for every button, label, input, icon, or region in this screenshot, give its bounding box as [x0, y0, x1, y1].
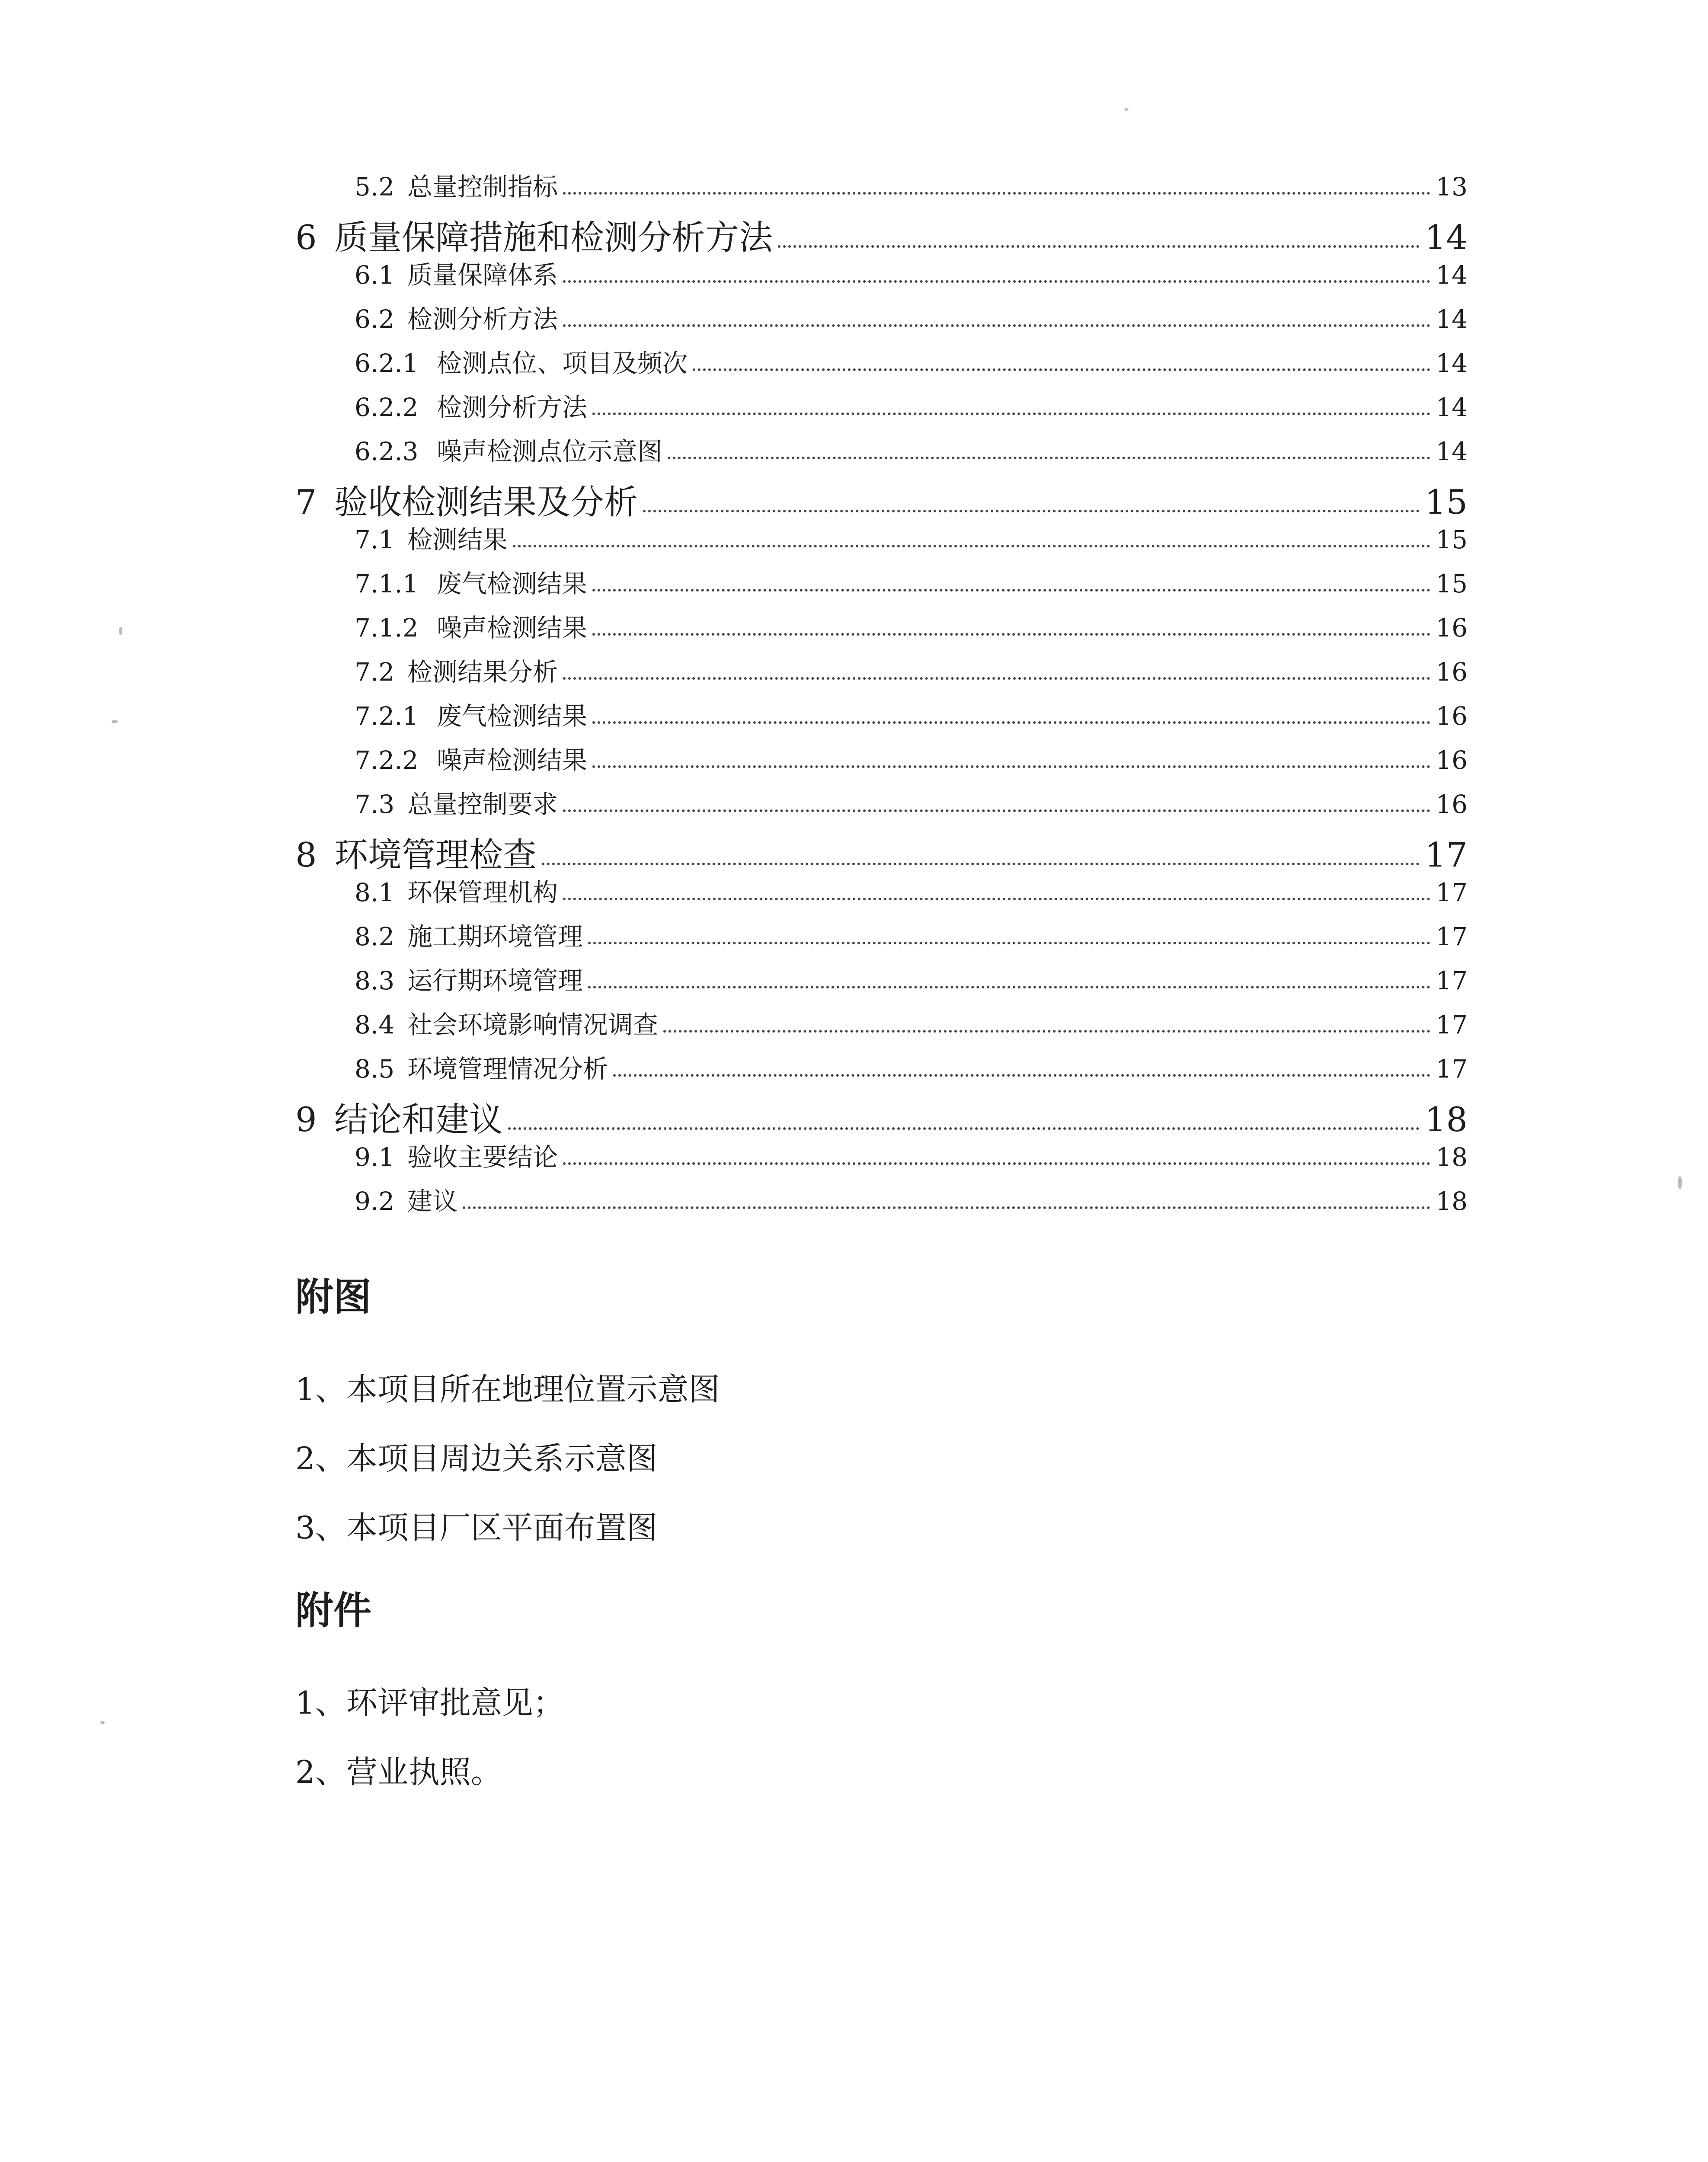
toc-entry-number: 9.2: [355, 1187, 395, 1216]
toc-entry-title: 检测点位、项目及频次: [437, 349, 688, 378]
toc-dot-leader: [542, 863, 1420, 865]
toc-entry-page: 16: [1436, 613, 1468, 643]
attachments-heading: 附件: [295, 1588, 372, 1633]
figure-item-1: 1、本项目所在地理位置示意图: [295, 1371, 720, 1407]
toc-entry: [0, 343, 1708, 379]
figure-item-2: 2、本项目周边关系示意图: [295, 1440, 658, 1477]
toc-entry-title: 废气检测结果: [437, 701, 588, 731]
toc-entry-page: 16: [1436, 790, 1468, 819]
toc-entry: [0, 1049, 1708, 1085]
toc-entry: [0, 872, 1708, 908]
scan-speck: [119, 627, 122, 635]
toc-entry-title: 运行期环境管理: [407, 966, 583, 995]
toc-entry: [0, 387, 1708, 423]
toc-dot-leader: [668, 457, 1430, 459]
toc-entry-title: 检测分析方法: [437, 393, 588, 422]
toc-entry-title: 检测结果: [407, 525, 508, 554]
toc-entry-title: 环境管理检查: [334, 836, 537, 875]
toc-entry-page: 17: [1436, 878, 1468, 907]
toc-entry-page: 16: [1436, 745, 1468, 775]
toc-entry-page: 18: [1436, 1142, 1468, 1172]
attachment-item-2: 2、营业执照。: [295, 1754, 502, 1790]
toc-entry-number: 6.2.2: [355, 393, 419, 422]
toc-dot-leader: [563, 677, 1430, 680]
toc-entry: [0, 166, 1708, 203]
toc-entry-page: 14: [1436, 393, 1468, 422]
toc-entry-page: 16: [1436, 657, 1468, 687]
toc-dot-leader: [563, 324, 1430, 327]
toc-entry-page: 14: [1436, 437, 1468, 466]
attachment-item-1: 1、环评审批意见；: [295, 1685, 564, 1721]
toc-dot-leader: [563, 192, 1430, 195]
toc-entry-title: 噪声检测结果: [437, 745, 588, 775]
toc-entry-page: 13: [1436, 172, 1468, 201]
toc-entry-number: 8.2: [355, 922, 395, 951]
toc-dot-leader: [563, 1162, 1430, 1165]
toc-entry-title: 施工期环境管理: [407, 922, 583, 951]
toc-entry-number: 8.3: [355, 966, 395, 995]
toc-entry-number: 7.1.1: [355, 569, 419, 598]
scan-speck: [112, 720, 118, 723]
scan-speck: [1678, 1176, 1682, 1189]
toc-dot-leader: [563, 280, 1430, 283]
figure-item-3: 3、本项目厂区平面布置图: [295, 1510, 658, 1546]
toc-dot-leader: [563, 898, 1430, 900]
toc-entry-title: 总量控制要求: [407, 790, 558, 819]
toc-entry-title: 检测结果分析: [407, 657, 558, 687]
toc-dot-leader: [463, 1206, 1430, 1209]
toc-entry: [0, 255, 1708, 291]
toc-entry-page: 17: [1436, 966, 1468, 995]
toc-entry: [0, 784, 1708, 820]
toc-entry: [0, 475, 1708, 524]
toc-entry-number: 7.2.1: [355, 701, 419, 731]
figures-heading: 附图: [295, 1274, 372, 1319]
toc-entry-number: 6: [295, 218, 317, 257]
scan-speck: [100, 1721, 105, 1724]
toc-entry-title: 验收主要结论: [407, 1142, 558, 1172]
toc-entry-page: 14: [1436, 260, 1468, 290]
scan-speck: [1124, 108, 1129, 111]
toc-entry-page: 18: [1424, 1100, 1468, 1139]
toc-entry-title: 社会环境影响情况调查: [407, 1010, 659, 1039]
toc-entry-number: 7.1.2: [355, 613, 419, 643]
toc-entry-page: 17: [1436, 1054, 1468, 1084]
toc-entry-number: 6.1: [355, 260, 395, 290]
toc-entry: [0, 211, 1708, 259]
toc-entry: [0, 960, 1708, 997]
toc-dot-leader: [778, 245, 1420, 248]
toc-entry: [0, 1093, 1708, 1141]
toc-dot-leader: [663, 1030, 1430, 1033]
toc-entry-title: 验收检测结果及分析: [334, 483, 638, 522]
toc-dot-leader: [508, 1127, 1420, 1130]
toc-entry: [0, 828, 1708, 876]
toc-dot-leader: [592, 589, 1430, 592]
toc-dot-leader: [588, 986, 1430, 988]
toc-entry: [0, 299, 1708, 335]
toc-entry-page: 15: [1436, 569, 1468, 598]
toc-entry-title: 废气检测结果: [437, 569, 588, 598]
toc-entry-title: 检测分析方法: [407, 304, 558, 334]
toc-entry-number: 7.1: [355, 525, 395, 554]
toc-entry: [0, 431, 1708, 467]
toc-entry-title: 环保管理机构: [407, 878, 558, 907]
toc-entry-page: 14: [1424, 218, 1468, 257]
toc-entry: [0, 563, 1708, 600]
toc-entry-title: 质量保障体系: [407, 260, 558, 290]
toc-entry-number: 7.2: [355, 657, 395, 687]
toc-entry-number: 5.2: [355, 172, 395, 201]
toc-entry-number: 6.2.1: [355, 349, 419, 378]
toc-dot-leader: [592, 633, 1430, 636]
toc-entry-number: 8.4: [355, 1010, 395, 1039]
toc-dot-leader: [592, 765, 1430, 768]
toc-dot-leader: [693, 368, 1430, 371]
toc-dot-leader: [563, 809, 1430, 812]
toc-entry: [0, 1004, 1708, 1041]
toc-entry-page: 14: [1436, 304, 1468, 334]
toc-entry-title: 噪声检测结果: [437, 613, 588, 643]
toc-entry: [0, 916, 1708, 953]
toc-entry-number: 7.2.2: [355, 745, 419, 775]
toc-entry-title: 环境管理情况分析: [407, 1054, 608, 1084]
toc-dot-leader: [643, 510, 1420, 512]
toc-entry: [0, 740, 1708, 776]
toc-entry-number: 8: [295, 836, 317, 875]
toc-entry: [0, 519, 1708, 556]
toc-entry-page: 17: [1436, 1010, 1468, 1039]
toc-entry-title: 总量控制指标: [407, 172, 558, 201]
toc-entry-number: 6.2: [355, 304, 395, 334]
toc-entry: [0, 608, 1708, 644]
toc-entry-page: 15: [1424, 483, 1468, 522]
toc-entry-number: 7.3: [355, 790, 395, 819]
toc-entry: [0, 1181, 1708, 1217]
toc-entry-number: 7: [295, 483, 317, 522]
toc-entry-page: 16: [1436, 701, 1468, 731]
toc-entry-number: 8.5: [355, 1054, 395, 1084]
toc-entry-page: 18: [1436, 1187, 1468, 1216]
toc-entry-title: 质量保障措施和检测分析方法: [334, 218, 773, 257]
toc-entry-number: 6.2.3: [355, 437, 419, 466]
toc-entry: [0, 1137, 1708, 1173]
toc-dot-leader: [513, 545, 1430, 547]
toc-entry-number: 9.1: [355, 1142, 395, 1172]
toc-entry-title: 结论和建议: [334, 1100, 503, 1139]
toc-entry: [0, 652, 1708, 688]
toc-dot-leader: [592, 413, 1430, 415]
toc-dot-leader: [613, 1074, 1430, 1077]
toc-dot-leader: [588, 942, 1430, 944]
toc-entry-number: 8.1: [355, 878, 395, 907]
toc-entry-number: 9: [295, 1100, 317, 1139]
toc-entry-page: 15: [1436, 525, 1468, 554]
toc-entry-title: 建议: [407, 1187, 458, 1216]
toc-entry-page: 14: [1436, 349, 1468, 378]
toc-dot-leader: [592, 721, 1430, 724]
toc-entry-title: 噪声检测点位示意图: [437, 437, 663, 466]
toc-entry-page: 17: [1424, 836, 1468, 875]
toc-entry: [0, 696, 1708, 732]
toc-entry-page: 17: [1436, 922, 1468, 951]
